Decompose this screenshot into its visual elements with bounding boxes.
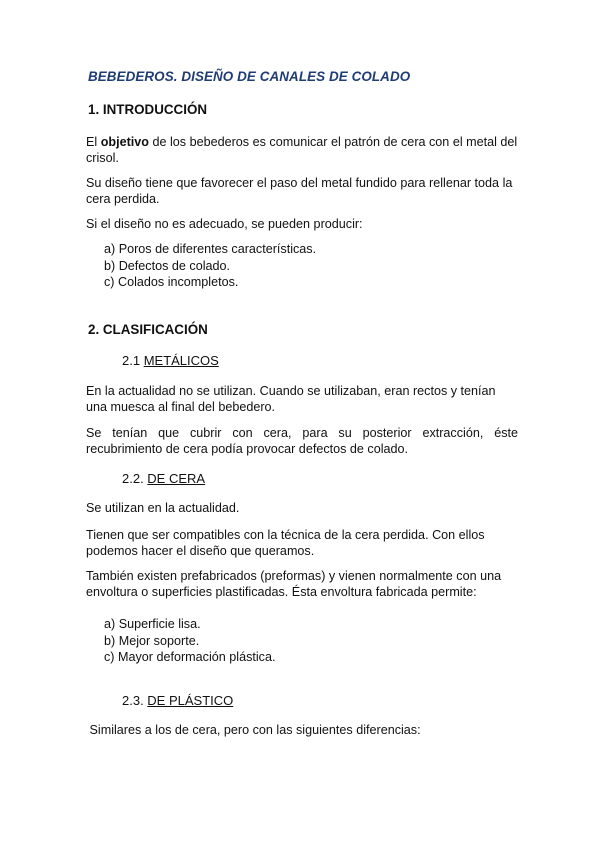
subheading-de-cera: [122, 471, 205, 487]
subheading-label: METÁLICOS: [143, 353, 219, 368]
list-item: c) Mayor deformación plástica.: [104, 650, 276, 664]
paragraph-cera-3: También existen prefabricados (preformas) y vienen normalmente con una envoltura o superficies plastificadas. Ésta envoltura fabricada permite:: [86, 569, 502, 599]
list-item: a) Superficie lisa.: [104, 617, 201, 631]
subheading-de-plastico: [122, 693, 233, 709]
subheading-label: DE CERA: [147, 471, 206, 486]
section-heading-introduccion: 1. INTRODUCCIÓN: [88, 102, 208, 117]
subheading-number: 2.3.: [122, 693, 148, 708]
paragraph-metalicos-2: Se tenían que cubrir con cera, para su posterior extracción, éste recubrimiento de cera podía provocar defectos de colado.: [86, 426, 518, 456]
subheading-number: 2.1: [122, 353, 144, 368]
subheading-number: 2.2.: [122, 471, 148, 486]
paragraph-metalicos-1: En la actualidad no se utilizan. Cuando se utilizaban, eran rectos y tenían una muesca al final del bebedero.: [86, 384, 496, 414]
paragraph-text: El: [86, 135, 101, 149]
paragraph-si-diseno: Si el diseño no es adecuado, se pueden producir:: [86, 217, 363, 231]
paragraph-diseno: Su diseño tiene que favorecer el paso del metal fundido para rellenar toda la cera perdida.: [86, 176, 513, 206]
list-item: b) Defectos de colado.: [104, 258, 231, 273]
list-defectos: [104, 241, 316, 291]
paragraph-objetivo: [86, 134, 518, 166]
bold-term: objetivo: [100, 135, 149, 149]
paragraph-plastico: Similares a los de cera, pero con las siguientes diferencias:: [86, 723, 421, 737]
paragraph-cera-2: Tienen que ser compatibles con la técnica de la cera perdida. Con ellos podemos hacer el diseño que queramos.: [86, 528, 485, 558]
document-title: BEBEDEROS. DISEÑO DE CANALES DE COLADO: [88, 69, 411, 84]
list-item: c) Colados incompletos.: [104, 275, 239, 289]
paragraph-cera-1: Se utilizan en la actualidad.: [86, 501, 240, 515]
section-heading-clasificacion: 2. CLASIFICACIÓN: [88, 322, 208, 337]
paragraph-text: de los bebederos es comunicar el patrón de cera con el metal del crisol.: [86, 135, 518, 165]
subheading-label: DE PLÁSTICO: [147, 693, 234, 708]
subheading-metalicos: [122, 353, 219, 369]
list-ventajas: [104, 616, 275, 666]
list-item: b) Mejor soporte.: [104, 633, 200, 648]
list-item: a) Poros de diferentes características.: [104, 242, 317, 256]
